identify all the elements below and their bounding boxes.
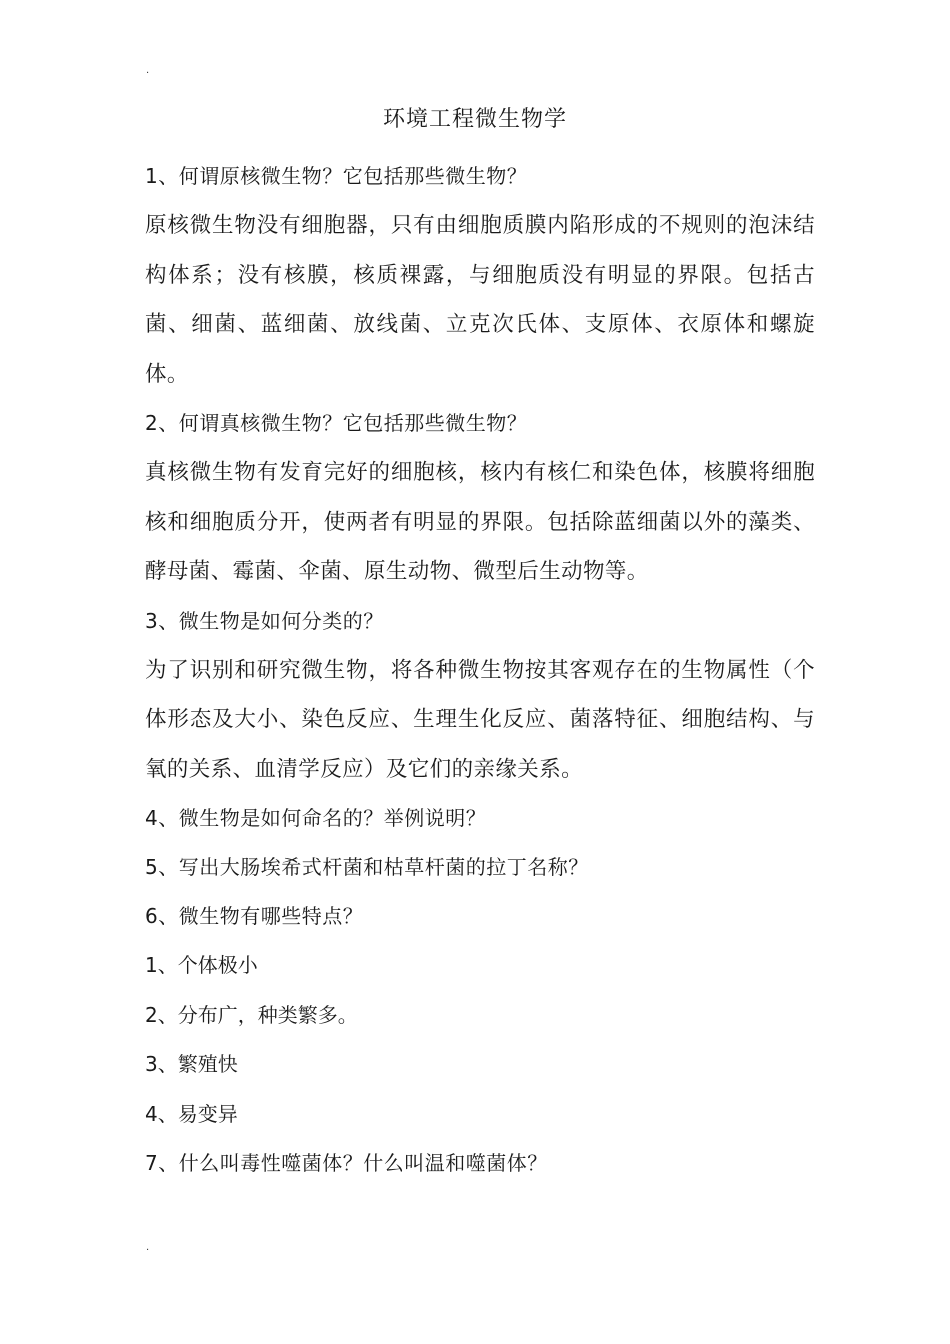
- page-bottom-mark: .: [146, 1242, 150, 1253]
- feature-item-2: 2、分布广，种类繁多。: [145, 1002, 358, 1027]
- question-1: 1、何谓原核微生物？它包括那些微生物？: [145, 164, 528, 188]
- feature-item-4: 4、易变异: [145, 1101, 238, 1126]
- answer-1: 原核微生物没有细胞器，只有由细胞质膜内陷形成的不规则的泡沫结构体系；没有核膜，核质裸露，与细胞质没有明显的界限。包括古菌、细菌、蓝细菌、放线菌、立克次氏体、支原体、衣原体和螺旋体。: [145, 213, 815, 387]
- question-3: 3、微生物是如何分类的？: [145, 608, 384, 633]
- answer-3: 为了识别和研究微生物，将各种微生物按其客观存在的生物属性（个体形态及大小、染色反应、生理生化反应、菌落特征、细胞结构、与氧的关系、血清学反应）及它们的亲缘关系。: [145, 657, 815, 782]
- page-top-mark: .: [146, 65, 150, 76]
- document-body: [145, 152, 815, 1188]
- document-title: 环境工程微生物学: [382, 107, 567, 132]
- question-6: 6、微生物有哪些特点？: [145, 904, 364, 928]
- question-2: 2、何谓真核微生物？它包括那些微生物？: [145, 411, 528, 435]
- feature-item-3: 3、繁殖快: [145, 1052, 238, 1076]
- question-4: 4、微生物是如何命名的？举例说明？: [145, 806, 487, 830]
- question-5: 5、写出大肠埃希式杆菌和枯草杆菌的拉丁名称？: [145, 855, 589, 879]
- answer-2: 真核微生物有发育完好的细胞核，核内有核仁和染色体，核膜将细胞核和细胞质分开，使两者有明显的界限。包括除蓝细菌以外的藻类、酵母菌、霉菌、伞菌、原生动物、微型后生动物等。: [145, 460, 815, 584]
- question-7: 7、什么叫毒性噬菌体？什么叫温和噬菌体？: [145, 1151, 548, 1175]
- feature-item-1: 1、个体极小: [145, 953, 258, 977]
